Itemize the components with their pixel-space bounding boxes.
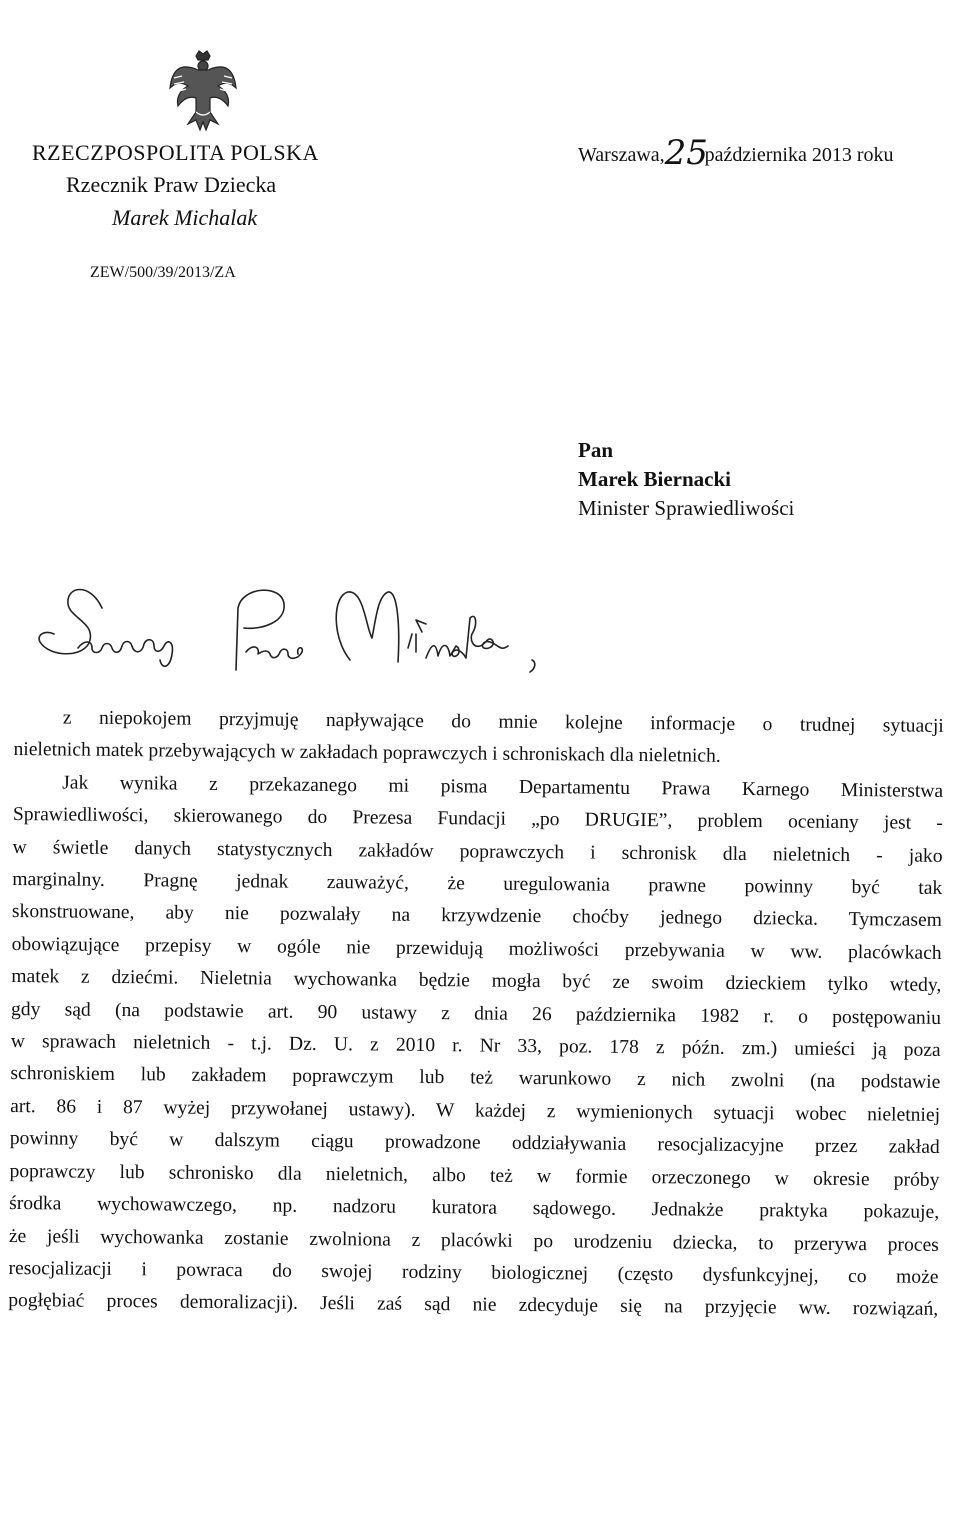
body-line: że jeśli wychowanka zostanie zwolniona z placówki po urodzeniu dziecka, to przerywa proces	[8, 1225, 939, 1256]
recipient-prefix: Pan	[578, 438, 614, 462]
reference-number: ZEW/500/39/2013/ZA	[90, 264, 236, 281]
body-line: matek z dziećmi. Nieletnia wychowanka będzie mogła być ze swoim dzieckiem tylko wtedy,	[11, 966, 942, 997]
polish-eagle-emblem-icon	[166, 48, 240, 136]
body-line: gdy sąd (na podstawie art. 90 ustawy z dnia 26 października 1982 r. o postępowaniu	[10, 998, 942, 1029]
body-line: Sprawiedliwości, skierowanego do Prezesa Fundacji „po DRUGIE”, problem oceniany jest -	[12, 804, 943, 835]
letter-date	[578, 133, 894, 173]
body-line: skonstruowane, aby nie pozwalały na krzywdzenie choćby jednego dziecka. Tymczasem	[11, 901, 943, 932]
date-city: Warszawa,	[578, 144, 665, 166]
body-line: powinny być w dalszym ciągu prowadzone oddziaływania resocjalizacyjne przez zakład	[9, 1128, 940, 1159]
body-line: Jak wynika z przekazanego mi pisma Departamentu Prawa Karnego Ministerstwa	[62, 772, 944, 802]
recipient-title: Minister Sprawiedliwości	[578, 496, 795, 520]
handwritten-salutation	[32, 578, 632, 688]
body-line: marginalny. Pragnę jednak zauważyć, że uregulowania prawne powinny być tak	[12, 869, 943, 899]
body-line: nieletnich matek przebywających w zakładach poprawczych i schroniskach dla nieletnich.	[13, 739, 721, 768]
letter-body	[8, 702, 944, 1327]
recipient-name: Marek Biernacki	[578, 467, 732, 491]
body-line: w świetle danych statystycznych zakładów poprawczych i schronisk dla nieletnich - jako	[12, 836, 943, 867]
body-line: resocjalizacji i powraca do swojej rodziny biologicznej (często dysfunkcyjnej, co może	[8, 1257, 939, 1288]
body-line: art. 86 i 87 wyżej przywołanej ustawy). W każdej z wymienionych sytuacji wobec nieletniej	[10, 1095, 941, 1126]
header-country: RZECZPOSPOLITA POLSKA	[32, 140, 319, 165]
body-line: środka wychowawczego, np. nadzoru kuratora sądowego. Jednakże praktyka pokazuje,	[9, 1193, 940, 1223]
header-name: Marek Michalak	[112, 205, 258, 230]
date-month-year: października 2013 roku	[704, 144, 894, 166]
body-line: pogłębiać proces demoralizacji). Jeśli zaś sąd nie zdecyduje się na przyjęcie ww. rozwiązań,	[8, 1290, 939, 1321]
header-office: Rzecznik Praw Dziecka	[66, 172, 277, 197]
body-line: poprawczy lub schronisko dla nieletnich, albo też w formie orzeczonego w okresie próby	[9, 1160, 940, 1191]
body-line: obowiązujące przepisy w ogóle nie przewidują możliwości przebywania w ww. placówkach	[11, 933, 942, 964]
body-line: z niepokojem przyjmuję napływające do mnie kolejne informacje o trudnej sytuacji	[62, 707, 944, 737]
date-day-handwritten: 25	[664, 133, 708, 173]
body-line: w sprawach nieletnich - t.j. Dz. U. z 2010 r. Nr 33, poz. 178 z późn. zm.) umieści ją poza	[10, 1031, 941, 1061]
recipient-block	[578, 436, 794, 523]
body-line: schroniskiem lub zakładem poprawczym lub też warunkowo z nich zwolni (na podstawie	[10, 1063, 941, 1094]
